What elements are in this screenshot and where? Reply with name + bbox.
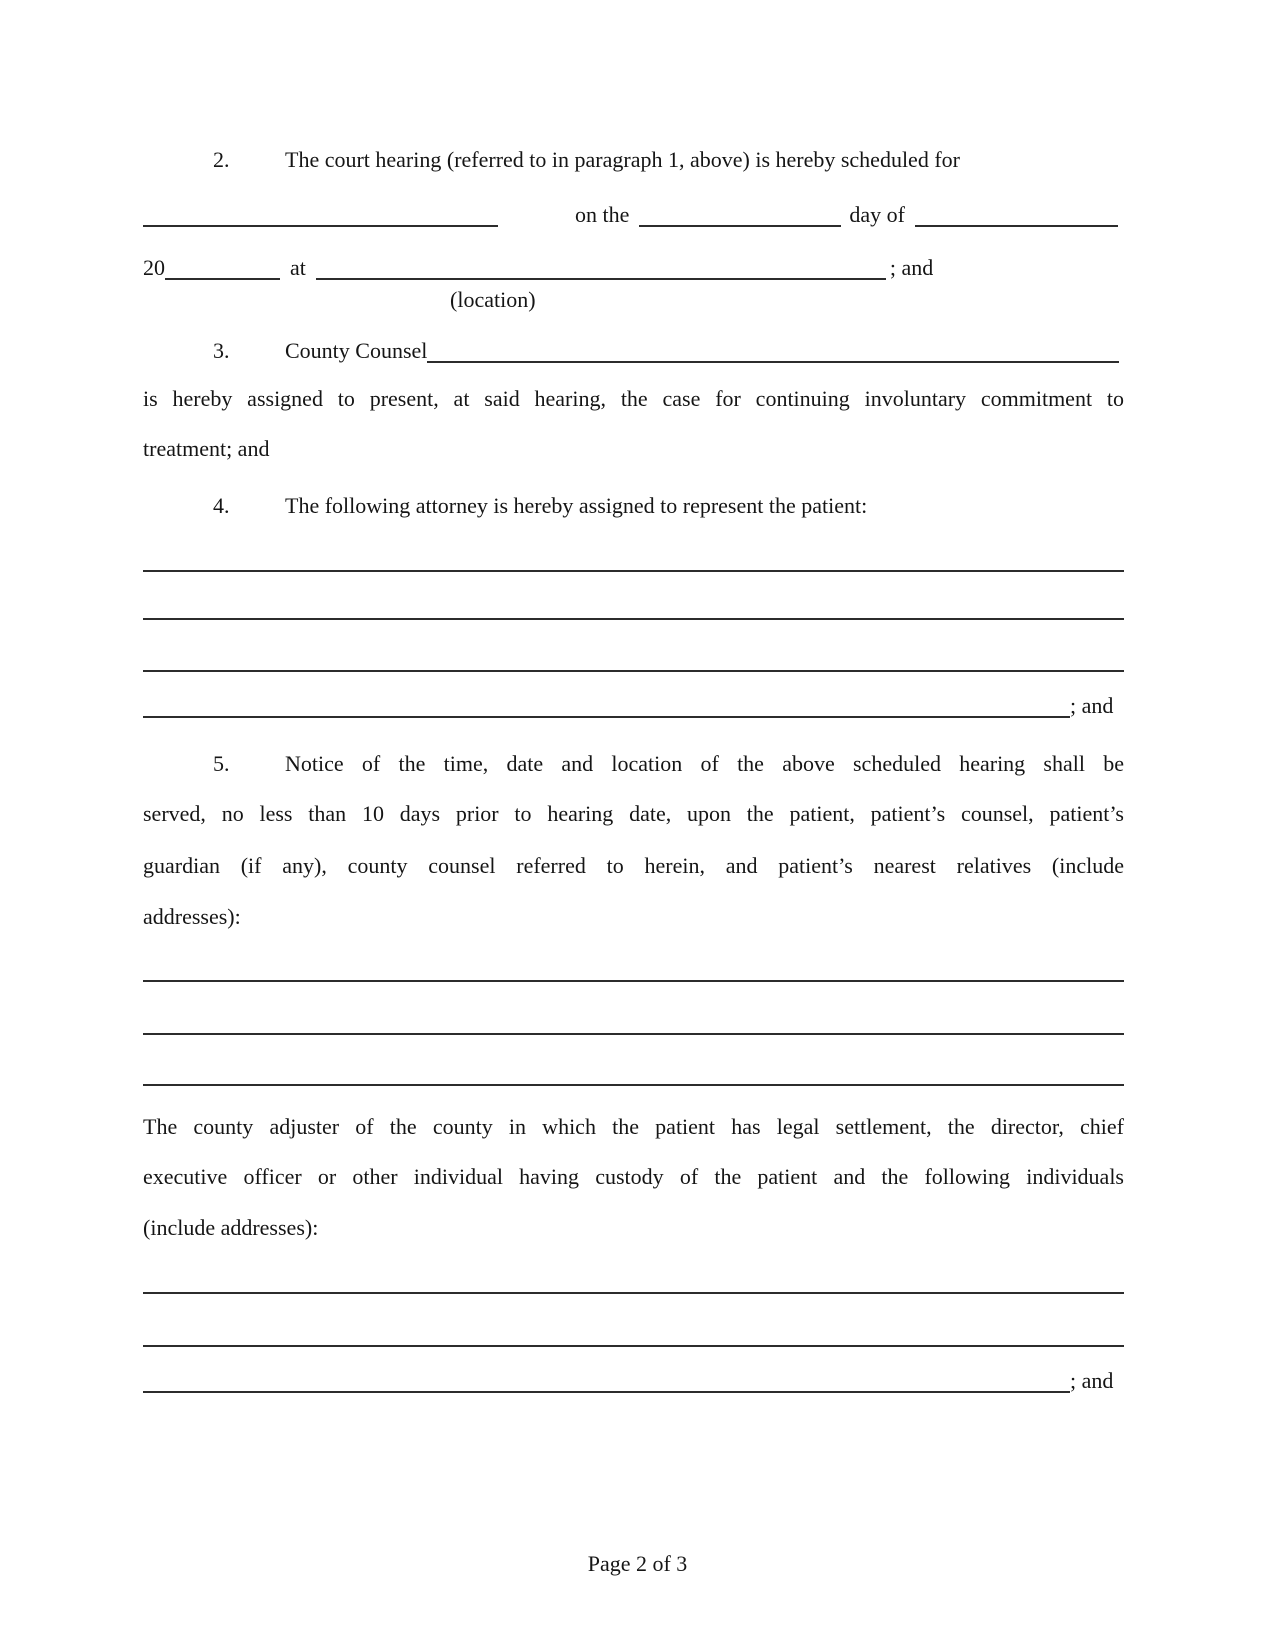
para-3-line-1 [143,335,1124,367]
attorney-info-blank-2 [143,618,1124,620]
year-blank [165,278,280,280]
individuals-address-blank-3 [143,1391,1070,1393]
location-caption: (location) [450,287,536,312]
para-2-line-3 [143,252,1124,284]
para-2-line-1 [143,144,1124,176]
county-counsel-name-blank [427,361,1119,363]
para-2-and-suffix: ; and [889,255,934,280]
attorney-info-blank-4 [143,716,1070,718]
para-5-cont-line-2: executive officer or other individual having custody of the patient and the following individuals [143,1164,1124,1189]
individuals-address-blank-1 [143,1292,1124,1294]
para-5-cont-line-3: (include addresses): [143,1215,319,1240]
para-4-and-suffix: ; and [1070,693,1114,718]
para-3-line-3: treatment; and [143,436,270,461]
scheduled-for-blank [143,225,498,227]
location-caption-row [143,284,1124,316]
location-blank [316,278,886,280]
para-5-line-1-text: Notice of the time, date and location of the above scheduled hearing shall be [285,751,1124,776]
para-2-line-2 [143,199,1124,231]
relatives-address-blank-1 [143,980,1124,982]
relatives-address-blank-2 [143,1033,1124,1035]
para-2-intro-text: The court hearing (referred to in paragraph 1, above) is hereby scheduled for [285,147,960,172]
county-counsel-label: County Counsel [285,338,428,363]
on-the-label: on the [575,202,630,227]
page-number-footer: Page 2 of 3 [587,1551,688,1576]
individuals-address-blank-2 [143,1345,1124,1347]
para-5-and-suffix: ; and [1070,1368,1114,1393]
year-prefix: 20 [143,255,165,280]
para-3-line-2: is hereby assigned to present, at said hearing, the case for continuing involuntary commitment to [143,386,1124,411]
para-5-line-2: served, no less than 10 days prior to hearing date, upon the patient, patient’s counsel, patient’s [143,801,1124,826]
attorney-info-blank-4-row [143,690,1124,722]
para-4-line-1 [143,490,1124,522]
attorney-info-blank-1 [143,570,1124,572]
para-4-intro-text: The following attorney is hereby assigned to represent the patient: [285,493,868,518]
day-blank [639,225,841,227]
attorney-info-blank-3 [143,670,1124,672]
para-3-number: 3. [213,338,230,363]
para-5-cont-line-1: The county adjuster of the county in which the patient has legal settlement, the director, chief [143,1114,1124,1139]
para-4-number: 4. [213,493,230,518]
relatives-address-blank-3 [143,1084,1124,1086]
para-5-line-1 [143,748,1124,780]
para-5-line-4: addresses): [143,904,241,929]
para-2-number: 2. [213,147,230,172]
para-5-line-3: guardian (if any), county counsel referred to herein, and patient’s nearest relatives (include [143,853,1124,878]
para-5-number: 5. [213,751,230,776]
individuals-address-blank-3-row [143,1365,1124,1397]
month-blank [915,225,1118,227]
day-of-label: day of [849,202,905,227]
at-label: at [290,255,306,280]
